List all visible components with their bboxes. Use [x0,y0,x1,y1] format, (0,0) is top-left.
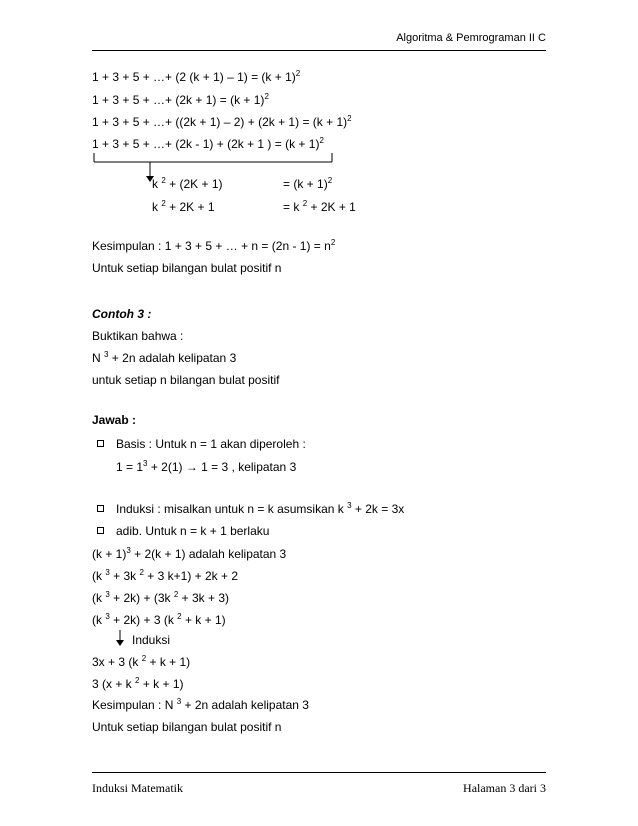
k-line-1-rhs: = $(k + 1)^2$ [283,176,333,191]
buktikan-text: Buktikan bahwa : [92,329,184,343]
kesimpulan-1: Kesimpulan : 1 + 3 + 5 + … + $n = (2n - 1) = n^2$ [92,238,336,253]
induksi-label: Induksi [132,633,171,647]
footer-right: Halaman 3 dari 3 [463,781,546,795]
equation-line-1: 1 + 3 + 5 + …+ (2 $(k + 1) - 1) = (k + 1)^2$ [92,69,301,84]
statement-text: N $^3$ + 2n adalah kelipatan 3 [92,350,237,365]
checkbox-bullet-icon [97,505,104,512]
untuk-3: Untuk setiap bilangan bulat positif n [92,720,282,734]
step-1: $(k + 1)^3 + 2(k + 1)$ adalah kelipatan 3 [92,546,287,561]
checkbox-bullet-icon [97,527,104,534]
checkbox-bullet-icon [97,440,104,447]
step-3: (k $^3$ + 2k) + (3k $^2$ + 3k + 3) [92,590,229,605]
contoh-3-heading: Contoh 3 : [92,307,152,321]
untuk-1: Untuk setiap bilangan bulat positif n [92,261,282,275]
step-4: (k $^3$ + 2k) + 3 (k $^2$ + k + 1) [92,612,226,627]
kesimpulan-2: Kesimpulan : N $^3$ + 2n adalah kelipatan 3 [92,697,309,712]
induksi-text: Induksi : misalkan untuk n = k asumsikan k $^3$ + 2k = 3x [116,501,405,516]
k-line-2: k $^2$ + 2K + 1 [152,199,215,214]
basis-result: $1 = 1^3 + 2(1) \to 1 = 3$ , kelipatan 3 [116,459,297,474]
k-line-2-rhs: = k $^2$ + 2K + 1 [283,199,356,214]
basis-text: Basis : Untuk n = 1 akan diperoleh : [116,437,306,451]
equation-line-4: 1 + 3 + 5 + …+ (2k - 1) + (2k + 1 ) = $(k + 1)^2$ [92,136,324,151]
adib-text: adib. Untuk n = k + 1 berlaku [116,524,270,538]
footer-rule [92,772,546,773]
k-line-1: k $^2$ + (2K + 1) [152,176,223,191]
step-6: 3 (x + k $^2$ + k + 1) [92,676,184,691]
footer-left: Induksi Matematik [92,781,183,795]
step-5: 3x + 3 (k $^2$ + k + 1) [92,654,191,669]
step-2: (k $^3$ + 3k $^2$ + 3 k+1) + 2k + 2 [92,568,239,583]
jawab-heading: Jawab : [92,413,137,427]
header-title: Algoritma & Pemrograman II C [396,32,546,44]
equation-line-3: 1 + 3 + 5 + …+ $((2k + 1) - 2) + (2k + 1) = (k + 1)^2$ [92,114,352,129]
equation-line-2: 1 + 3 + 5 + …+ $(2k + 1) = (k + 1)^2$ [92,92,269,107]
untuk-2: untuk setiap n bilangan bulat positif [92,373,280,387]
